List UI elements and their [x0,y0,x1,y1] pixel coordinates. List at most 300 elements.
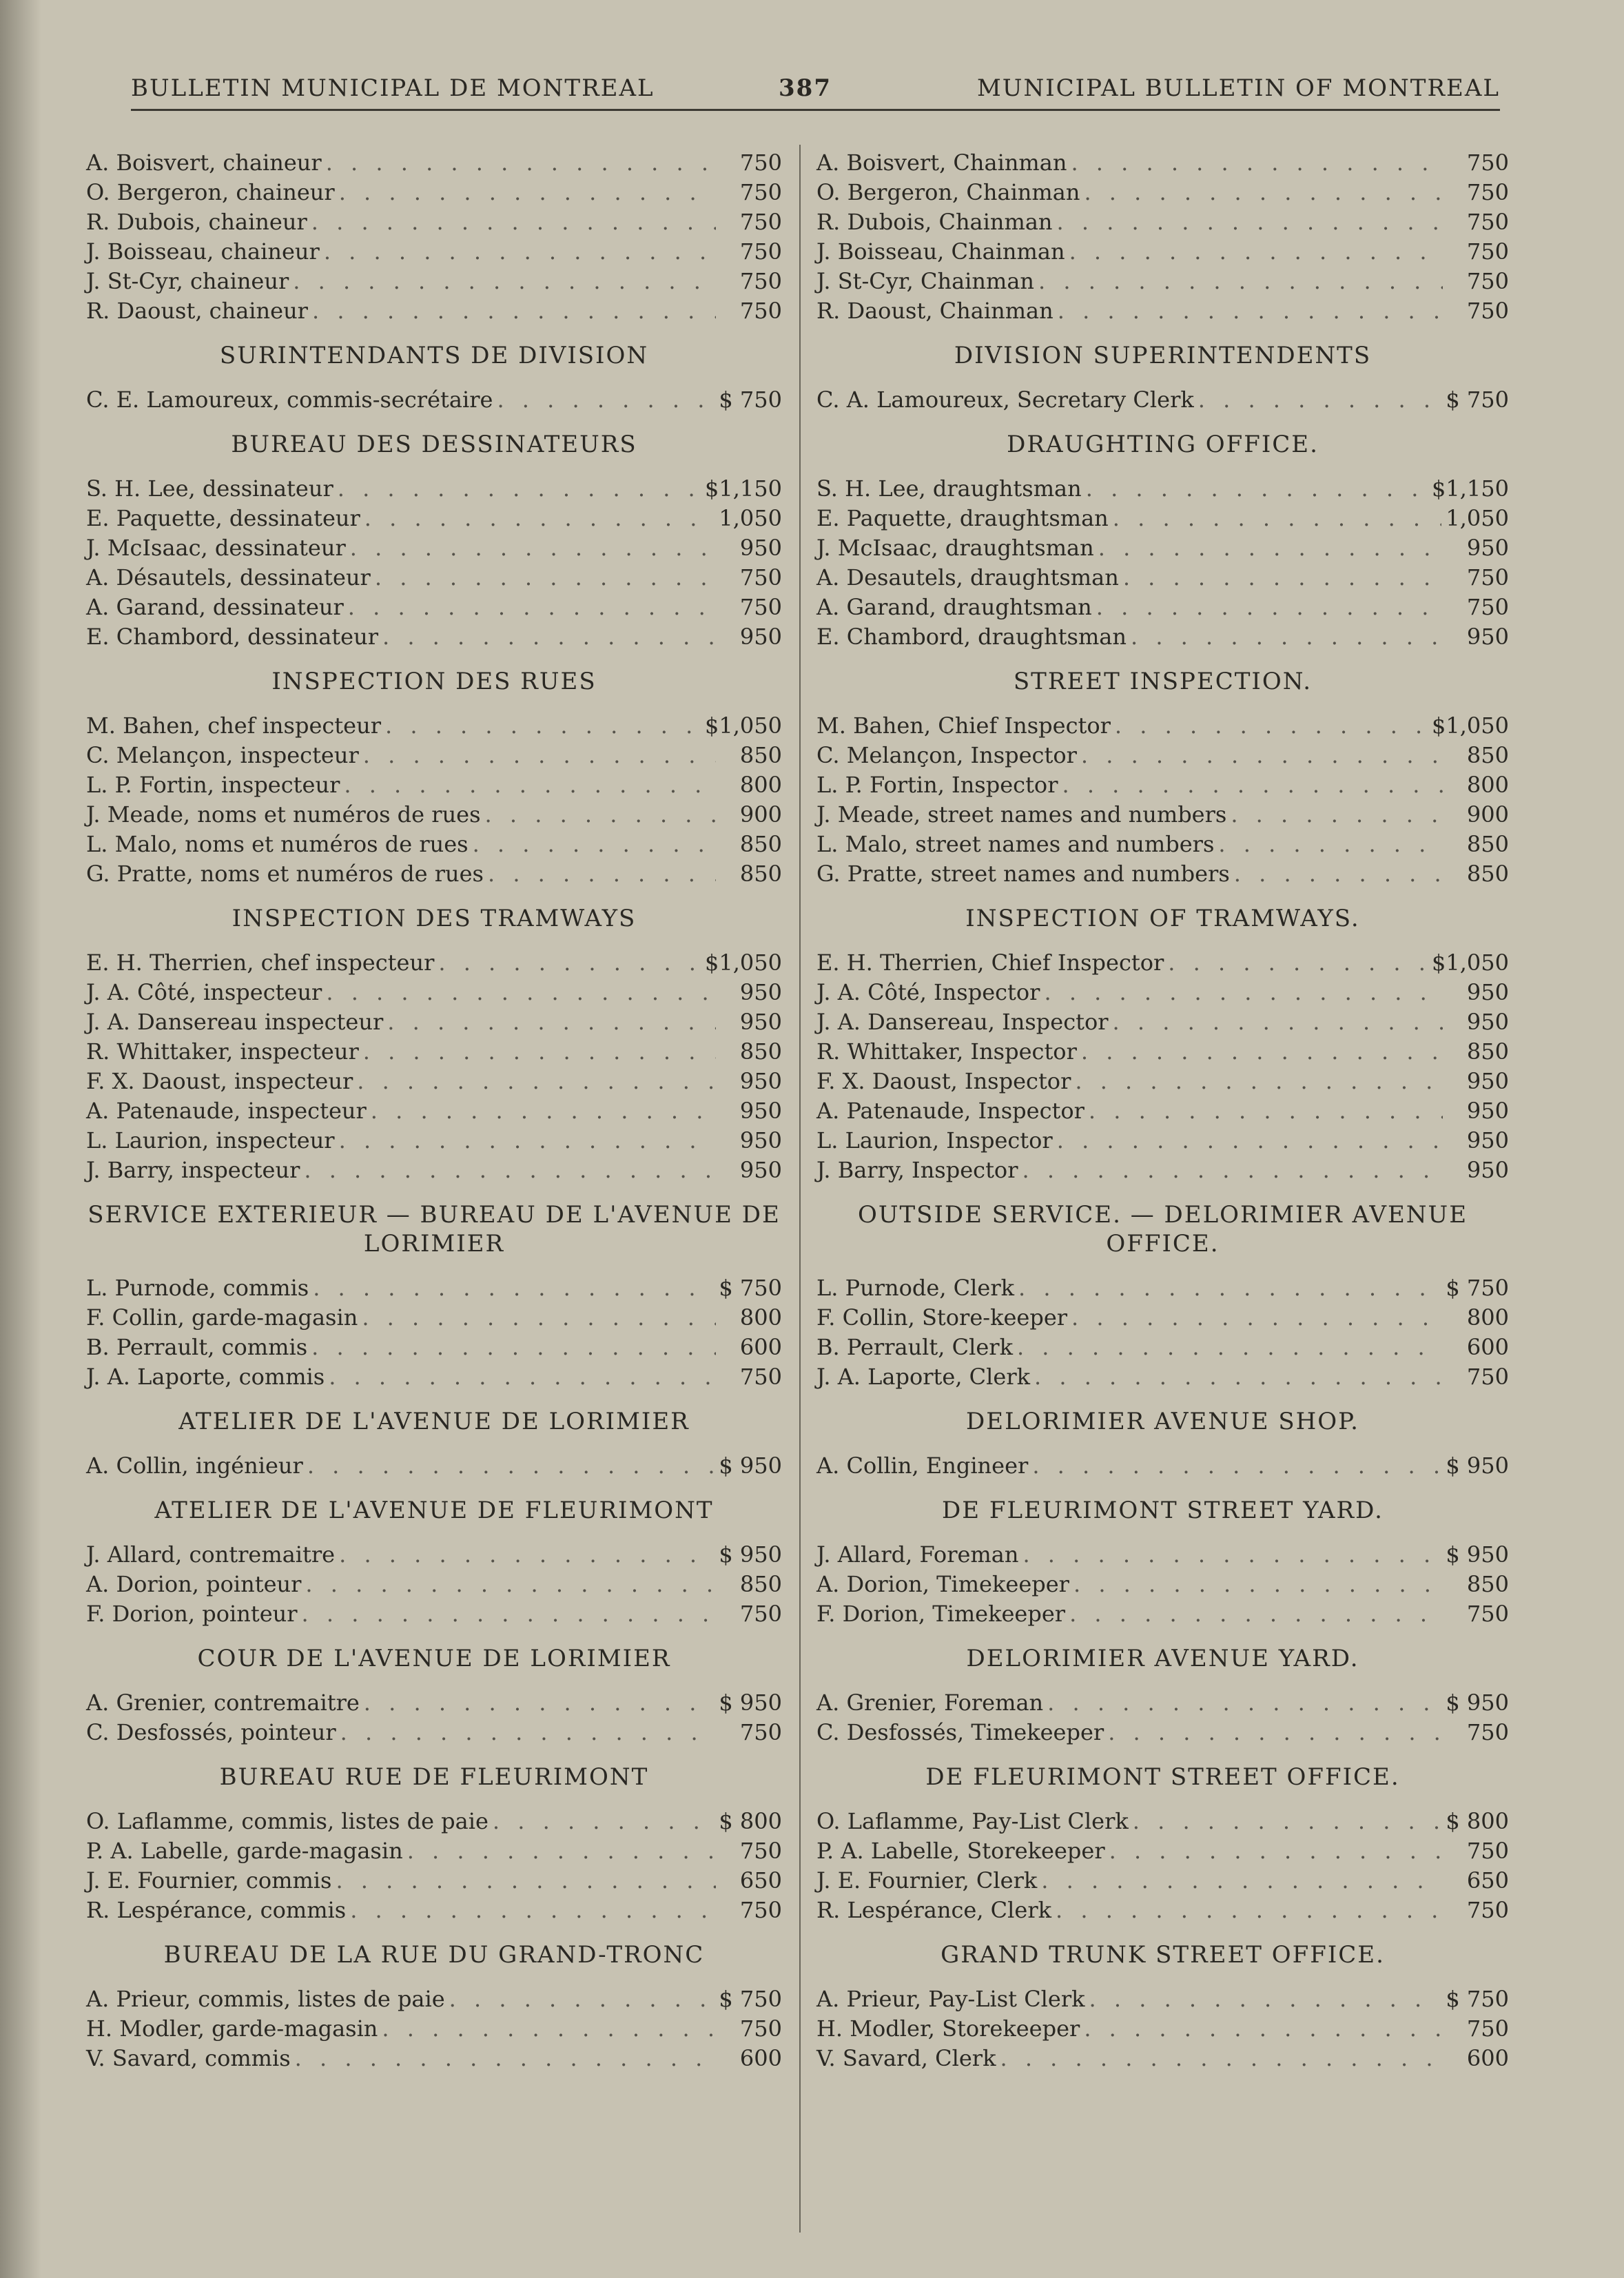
dot-leader [311,1333,716,1362]
dot-leader [375,563,716,593]
salary-row [86,563,782,593]
salary-section [816,667,1509,889]
salary-row [86,296,782,326]
dot-leader [1044,978,1443,1007]
section-title: OUTSIDE SERVICE. — DELORIMIER AVENUE OFFICE. [857,1201,1468,1258]
dot-leader [1000,2044,1443,2073]
dot-leader [293,267,716,296]
employee-name: J. Barry, Inspector [816,1157,1018,1183]
salary-row [816,207,1509,237]
employee-name: L. P. Fortin, Inspector [816,772,1058,798]
dot-leader [1075,1067,1443,1096]
salary-amount: $ 750 [1446,1986,1509,2012]
salary-amount: 750 [739,150,782,176]
salary-amount: 950 [1466,535,1509,561]
employee-name: B. Perrault, commis [86,1334,308,1360]
english-column [816,148,1509,2086]
employee-name: R. Lespérance, Clerk [816,1897,1051,1923]
employee-name: V. Savard, commis [86,2045,291,2071]
salary-amount: 750 [1466,1838,1509,1864]
dot-leader [1109,1836,1443,1866]
salary-amount: 750 [1466,150,1509,176]
employee-name: A. Boisvert, chaineur [86,150,322,176]
salary-row [816,563,1509,593]
section-title: BUREAU DES DESSINATEURS [231,431,637,458]
dot-leader [350,533,716,563]
salary-section [816,904,1509,1185]
salary-amount: 750 [1466,179,1509,205]
dot-leader [1069,1599,1443,1629]
employee-name: R. Daoust, Chainman [816,298,1053,324]
salary-row [86,830,782,859]
employee-name: A. Grenier, contremaitre [86,1690,360,1716]
dot-leader [329,1362,716,1392]
dot-leader [438,948,701,978]
employee-name: A. Prieur, commis, listes de paie [86,1986,445,2012]
dot-leader [1113,504,1442,533]
salary-amount: 900 [1466,801,1509,828]
employee-name: F. Dorion, pointeur [86,1601,298,1627]
salary-row [816,1126,1509,1156]
salary-amount: $ 800 [719,1808,782,1834]
salary-amount: $ 750 [1446,1275,1509,1301]
salary-row [86,385,782,415]
salary-section [816,341,1509,415]
salary-section [86,341,782,415]
dot-leader [1038,267,1443,296]
salary-row [86,2044,782,2073]
dot-leader [1069,237,1443,267]
salary-amount: 750 [739,179,782,205]
employee-name: P. A. Labelle, Storekeeper [816,1838,1105,1864]
dot-leader [1133,1807,1442,1836]
salary-amount: 750 [739,1601,782,1627]
dot-leader [350,1896,716,1925]
salary-row [816,504,1509,533]
dot-leader [363,1037,716,1067]
salary-section [816,430,1509,652]
dot-leader [1086,474,1428,504]
employee-name: A. Prieur, Pay-List Clerk [816,1986,1085,2012]
employee-name: J. Boisseau, Chainman [816,238,1065,265]
salary-amount: 900 [739,801,782,828]
salary-row [86,1984,782,2014]
dot-leader [493,1807,715,1836]
salary-amount: 600 [1466,1334,1509,1360]
dot-leader [385,711,701,741]
salary-section [816,1496,1509,1629]
column-divider [799,145,801,2233]
salary-amount: 950 [1466,1157,1509,1183]
salary-row [816,296,1509,326]
employee-name: J. A. Laporte, commis [86,1364,325,1390]
dot-leader [497,385,715,415]
salary-section [816,1763,1509,1925]
salary-row [86,1540,782,1570]
salary-amount: $1,150 [705,475,782,502]
dot-leader [304,1156,716,1185]
salary-amount: 750 [1466,209,1509,235]
salary-amount: $ 750 [719,1275,782,1301]
employee-name: L. P. Fortin, inspecteur [86,772,340,798]
employee-name: L. Malo, street names and numbers [816,831,1215,857]
salary-amount: 750 [739,298,782,324]
salary-row [816,1303,1509,1333]
salary-row [816,2044,1509,2073]
employee-name: J. Allard, contremaitre [86,1541,336,1568]
dot-leader [1084,178,1443,207]
salary-amount: 950 [739,1068,782,1094]
section-title: STREET INSPECTION. [1013,668,1313,695]
employee-name: A. Garand, draughtsman [816,594,1092,620]
salary-amount: $1,050 [705,950,782,976]
dot-leader [1084,2014,1443,2044]
salary-amount: 950 [1466,1127,1509,1153]
dot-leader [1057,207,1443,237]
dot-leader [1123,563,1443,593]
salary-row [816,1067,1509,1096]
salary-row [816,978,1509,1007]
employee-name: C. Melançon, Inspector [816,742,1077,768]
employee-name: F. Collin, Store-keeper [816,1304,1068,1331]
salary-amount: 750 [739,268,782,294]
section-title: DELORIMIER AVENUE SHOP. [966,1408,1359,1435]
section-title: INSPECTION DES RUES [271,668,597,695]
dot-leader [1073,1570,1443,1599]
salary-row [86,1067,782,1096]
employee-name: C. E. Lamoureux, commis-secrétaire [86,387,493,413]
salary-row [86,1896,782,1925]
salary-amount: 750 [739,564,782,591]
dot-leader [338,474,701,504]
salary-section [86,1407,782,1481]
dot-leader [488,859,716,889]
section-title: INSPECTION DES TRAMWAYS [232,905,637,932]
dot-leader [1131,622,1443,652]
employee-name: J. E. Fournier, commis [86,1867,332,1894]
dot-leader [348,593,716,622]
dot-leader [473,830,716,859]
dot-leader [371,1096,716,1126]
salary-amount: 750 [739,2015,782,2042]
employee-name: C. A. Lamoureux, Secretary Clerk [816,387,1194,413]
salary-row [86,948,782,978]
employee-name: A. Boisvert, Chainman [816,150,1067,176]
salary-row [86,1599,782,1629]
salary-row [86,207,782,237]
salary-amount: 950 [739,1157,782,1183]
salary-row [816,148,1509,178]
salary-row [816,711,1509,741]
salary-row [86,1836,782,1866]
salary-row [816,593,1509,622]
salary-section [86,667,782,889]
page-number: 387 [779,74,832,102]
section-title: SURINTENDANTS DE DIVISION [219,342,649,369]
salary-row [86,237,782,267]
salary-amount: $ 750 [719,387,782,413]
salary-amount: 950 [739,535,782,561]
employee-name: E. H. Therrien, chef inspecteur [86,950,435,976]
employee-name: J. A. Côté, Inspector [816,979,1040,1005]
salary-amount: $ 950 [719,1541,782,1568]
employee-name: J. E. Fournier, Clerk [816,1867,1038,1894]
salary-amount: $1,050 [705,712,782,739]
employee-name: M. Bahen, Chief Inspector [816,712,1111,739]
employee-name: F. Dorion, Timekeeper [816,1601,1066,1627]
salary-row [86,267,782,296]
employee-name: J. Meade, street names and numbers [816,801,1227,828]
employee-name: C. Desfossés, Timekeeper [816,1719,1104,1745]
salary-amount: 650 [739,1867,782,1894]
employee-name: O. Bergeron, chaineur [86,179,335,205]
dot-leader [382,622,716,652]
salary-amount: 850 [739,861,782,887]
salary-amount: 950 [739,624,782,650]
salary-row [86,504,782,533]
page-edge-shadow [0,0,41,2278]
salary-row [86,2014,782,2044]
salary-row [816,178,1509,207]
dot-leader [364,1688,715,1718]
salary-row [86,1362,782,1392]
employee-name: J. A. Dansereau inspecteur [86,1009,384,1035]
salary-row [816,2014,1509,2044]
section-title: DRAUGHTING OFFICE. [1007,431,1319,458]
dot-leader [1056,1896,1443,1925]
dot-leader [387,1007,716,1037]
salary-section [86,1644,782,1747]
salary-amount: 750 [1466,564,1509,591]
dot-leader [339,1540,715,1570]
salary-row [816,1718,1509,1747]
employee-name: J. Boisseau, chaineur [86,238,320,265]
employee-name: J. St-Cyr, chaineur [86,268,289,294]
salary-amount: 950 [739,1009,782,1035]
salary-row [816,1096,1509,1126]
salary-amount: 950 [1466,1009,1509,1035]
salary-amount: 850 [1466,742,1509,768]
salary-row [86,859,782,889]
salary-row [816,622,1509,652]
salary-row [816,859,1509,889]
employee-name: G. Pratte, street names and numbers [816,861,1230,887]
salary-amount: 950 [1466,1098,1509,1124]
section-title: DE FLEURIMONT STREET YARD. [942,1497,1384,1524]
dot-leader [1018,1273,1441,1303]
employee-name: R. Dubois, Chainman [816,209,1053,235]
salary-amount: 800 [1466,1304,1509,1331]
dot-leader [1234,859,1443,889]
salary-section [816,1407,1509,1481]
salary-row [86,978,782,1007]
salary-amount: 750 [739,1364,782,1390]
salary-amount: 750 [1466,268,1509,294]
employee-name: L. Purnode, Clerk [816,1275,1015,1301]
dot-leader [1071,1303,1443,1333]
salary-section [86,1763,782,1925]
salary-row [86,800,782,830]
employee-name: V. Savard, Clerk [816,2045,996,2071]
salary-row [816,385,1509,415]
section-title: SERVICE EXTERIEUR — BUREAU DE L'AVENUE DE LORIMIER [88,1201,781,1258]
salary-amount: 1,050 [1446,505,1509,531]
employee-name: J. Allard, Foreman [816,1541,1019,1568]
employee-name: J. A. Côté, inspecteur [86,979,322,1005]
section-title: ATELIER DE L'AVENUE DE FLEURIMONT [154,1497,714,1524]
dot-leader [449,1984,715,2014]
salary-row [816,830,1509,859]
dot-leader [312,296,716,326]
dot-leader [1113,1007,1443,1037]
dot-leader [339,1126,716,1156]
dot-leader [339,178,716,207]
employee-name: H. Modler, Storekeeper [816,2015,1080,2042]
salary-amount: 600 [1466,2045,1509,2071]
employee-name: J. McIsaac, draughtsman [816,535,1094,561]
salary-amount: $ 950 [719,1453,782,1479]
employee-name: A. Grenier, Foreman [816,1690,1044,1716]
salary-amount: 800 [739,772,782,798]
dot-leader [1071,148,1443,178]
employee-name: E. Chambord, dessinateur [86,624,378,650]
employee-name: A. Patenaude, inspecteur [86,1098,367,1124]
salary-amount: 950 [1466,979,1509,1005]
salary-row [86,770,782,800]
dot-leader [1081,1037,1443,1067]
salary-row [816,1688,1509,1718]
salary-row [86,1303,782,1333]
salary-row [816,800,1509,830]
employee-name: E. Chambord, draughtsman [816,624,1127,650]
employee-name: B. Perrault, Clerk [816,1334,1013,1360]
salary-row [816,1807,1509,1836]
salary-row [816,1273,1509,1303]
employee-name: M. Bahen, chef inspecteur [86,712,381,739]
french-column [86,148,782,2086]
salary-row [86,1037,782,1067]
employee-name: P. A. Labelle, garde-magasin [86,1838,403,1864]
employee-name: A. Collin, ingénieur [86,1453,303,1479]
dot-leader [305,1570,716,1599]
dot-leader [1034,1362,1443,1392]
dot-leader [340,1718,716,1747]
employee-name: F. X. Daoust, inspecteur [86,1068,353,1094]
salary-row [86,1007,782,1037]
salary-amount: 750 [739,594,782,620]
salary-section [86,904,782,1185]
employee-name: C. Melançon, inspecteur [86,742,359,768]
dot-leader [1168,948,1428,978]
dot-leader [1041,1866,1443,1896]
section-title: ATELIER DE L'AVENUE DE LORIMIER [178,1408,690,1435]
salary-amount: 950 [1466,624,1509,650]
employee-name: J. St-Cyr, Chainman [816,268,1035,294]
salary-row [86,474,782,504]
salary-row [86,148,782,178]
employee-name: L. Purnode, commis [86,1275,309,1301]
employee-name: F. Collin, garde-magasin [86,1304,358,1331]
header-rule [131,109,1500,111]
dot-leader [326,148,716,178]
salary-row [86,1451,782,1481]
section-title: DELORIMIER AVENUE YARD. [966,1645,1359,1672]
salary-amount: $1,150 [1432,475,1509,502]
salary-amount: $1,050 [1432,950,1509,976]
employee-name: L. Malo, noms et numéros de rues [86,831,469,857]
salary-amount: 850 [739,831,782,857]
salary-row [816,1333,1509,1362]
salary-amount: 600 [739,2045,782,2071]
salary-row [816,1037,1509,1067]
salary-amount: 950 [1466,1068,1509,1094]
dot-leader [1058,296,1443,326]
salary-amount: 750 [739,209,782,235]
employee-name: L. Laurion, Inspector [816,1127,1053,1153]
salary-row [86,1688,782,1718]
salary-row [86,1333,782,1362]
salary-amount: 800 [739,1304,782,1331]
salary-amount: 950 [739,1098,782,1124]
dot-leader [1022,1156,1443,1185]
salary-section [86,1940,782,2073]
salary-amount: 850 [1466,861,1509,887]
salary-row [86,741,782,770]
dot-leader [362,1303,716,1333]
dot-leader [407,1836,716,1866]
salary-amount: $ 750 [1446,387,1509,413]
salary-row [816,533,1509,563]
salary-row [86,1156,782,1185]
salary-amount: 750 [1466,594,1509,620]
salary-row [86,533,782,563]
employee-name: C. Desfossés, pointeur [86,1719,336,1745]
employee-name: R. Dubois, chaineur [86,209,307,235]
dot-leader [1089,1096,1443,1126]
salary-amount: 950 [739,979,782,1005]
dot-leader [336,1866,716,1896]
salary-section [86,1496,782,1629]
salary-row [816,1451,1509,1481]
salary-section [816,1200,1509,1392]
employee-name: O. Laflamme, commis, listes de paie [86,1808,489,1834]
employee-name: E. Paquette, draughtsman [816,505,1109,531]
salary-amount: 750 [1466,1897,1509,1923]
dot-leader [1115,711,1428,741]
employee-name: O. Bergeron, Chainman [816,179,1080,205]
employee-name: O. Laflamme, Pay-List Clerk [816,1808,1129,1834]
dot-leader [324,237,716,267]
salary-amount: 750 [739,1897,782,1923]
dot-leader [1062,770,1443,800]
salary-row [816,1896,1509,1925]
salary-amount: 750 [1466,298,1509,324]
section-title: BUREAU DE LA RUE DU GRAND-TRONC [163,1941,705,1969]
salary-row [816,770,1509,800]
salary-row [86,622,782,652]
salary-amount: 950 [739,1127,782,1153]
header-french-title: BULLETIN MUNICIPAL DE MONTREAL [131,74,655,102]
salary-amount: 750 [1466,238,1509,265]
salary-row [86,1273,782,1303]
salary-row [86,1570,782,1599]
salary-row [816,237,1509,267]
salary-amount: $ 950 [1446,1453,1509,1479]
salary-row [816,1599,1509,1629]
salary-row [86,1126,782,1156]
salary-amount: 850 [1466,1571,1509,1597]
employee-name: R. Daoust, chaineur [86,298,308,324]
